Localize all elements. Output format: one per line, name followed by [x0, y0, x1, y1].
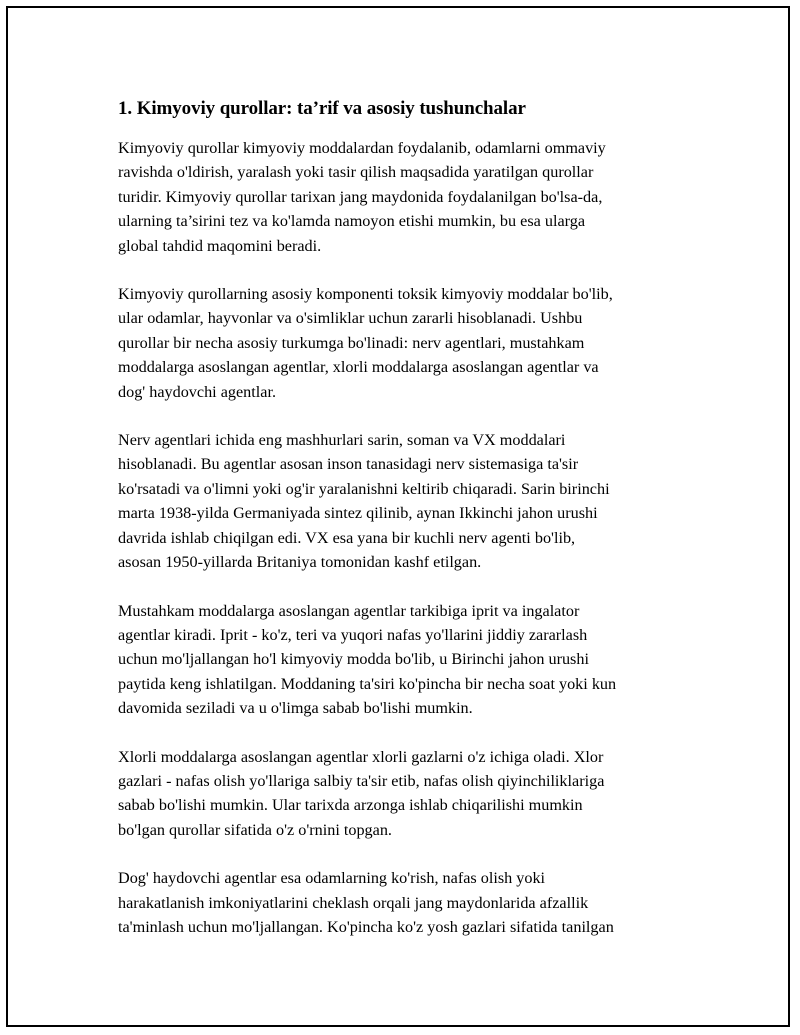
text-line: Nerv agentlari ichida eng mashhurlari sarin, soman va VX moddalari — [118, 431, 566, 450]
text-line: hisoblanadi. Bu agentlar asosan inson tanasidagi nerv sistemasiga ta'sir — [118, 455, 579, 474]
paragraph — [118, 136, 703, 258]
paragraph — [118, 599, 703, 721]
text-line: Mustahkam moddalarga asoslangan agentlar tarkibiga iprit va ingalator — [118, 601, 580, 620]
text-line: turidir. Kimyoviy qurollar tarixan jang maydonida foydalanilgan bo'lsa-da, — [118, 187, 603, 206]
text-line: Kimyoviy qurollarning asosiy komponenti toksik kimyoviy moddalar bo'lib, — [118, 285, 613, 304]
paragraph — [118, 428, 703, 574]
text-line: uchun mo'ljallangan ho'l kimyoviy modda bo'lib, u Birinchi jahon urushi — [118, 650, 589, 669]
document-title: 1. Kimyoviy qurollar: ta’rif va asosiy tushunchalar — [118, 98, 526, 119]
text-line: qurollar bir necha asosiy turkumga bo'linadi: nerv agentlari, mustahkam — [118, 333, 585, 352]
text-line: gazlari - nafas olish yo'llariga salbiy ta'sir etib, nafas olish qiyinchiliklariga — [118, 771, 605, 790]
text-line: harakatlanish imkoniyatlarini cheklash orqali jang maydonlarida afzallik — [118, 893, 589, 912]
paragraph — [118, 866, 703, 939]
text-line: ularning ta’sirini tez va ko'lamda namoyon etishi mumkin, bu esa ularga — [118, 212, 586, 231]
document-body — [118, 96, 703, 963]
text-line: ta'minlash uchun mo'ljallangan. Ko'pincha ko'z yosh gazlari sifatida tanilgan — [118, 917, 614, 936]
paragraph — [118, 282, 703, 404]
paragraph — [118, 745, 703, 843]
text-line: ular odamlar, hayvonlar va o'simliklar uchun zararli hisoblanadi. Ushbu — [118, 309, 583, 328]
text-line: sabab bo'lishi mumkin. Ular tarixda arzonga ishlab chiqarilishi mumkin — [118, 796, 583, 815]
text-line: ko'rsatadi va o'limni yoki og'ir yaralanishni keltirib chiqaradi. Sarin birinchi — [118, 479, 610, 498]
text-line: global tahdid maqomini beradi. — [118, 236, 322, 255]
text-line: moddalarga asoslangan agentlar, xlorli moddalarga asoslangan agentlar va — [118, 358, 599, 377]
text-line: Xlorli moddalarga asoslangan agentlar xlorli gazlarni o'z ichiga oladi. Xlor — [118, 747, 604, 766]
text-line: Kimyoviy qurollar kimyoviy moddalardan foydalanib, odamlarni ommaviy — [118, 139, 606, 157]
text-line: paytida keng ishlatilgan. Moddaning ta'siri ko'pincha bir necha soat yoki kun — [118, 674, 617, 693]
text-line: bo'lgan qurollar sifatida o'z o'rnini topgan. — [118, 820, 392, 839]
text-line: marta 1938-yilda Germaniyada sintez qilinib, aynan Ikkinchi jahon urushi — [118, 504, 598, 523]
text-line: ravishda o'ldirish, yaralash yoki tasir qilish maqsadida yaratilgan qurollar — [118, 163, 594, 182]
text-line: davomida seziladi va u o'limga sabab bo'lishi mumkin. — [118, 699, 473, 718]
text-line: asosan 1950-yillarda Britaniya tomonidan kashf etilgan. — [118, 553, 482, 572]
text-line: dog' haydovchi agentlar. — [118, 382, 277, 401]
text-line: agentlar kiradi. Iprit - ko'z, teri va yuqori nafas yo'llarini jiddiy zararlash — [118, 625, 588, 644]
page-frame — [6, 6, 790, 1027]
paragraph-list — [118, 136, 703, 939]
text-line: Dog' haydovchi agentlar esa odamlarning ko'rish, nafas olish yoki — [118, 869, 546, 888]
text-line: davrida ishlab chiqilgan edi. VX esa yana bir kuchli nerv agenti bo'lib, — [118, 528, 576, 547]
